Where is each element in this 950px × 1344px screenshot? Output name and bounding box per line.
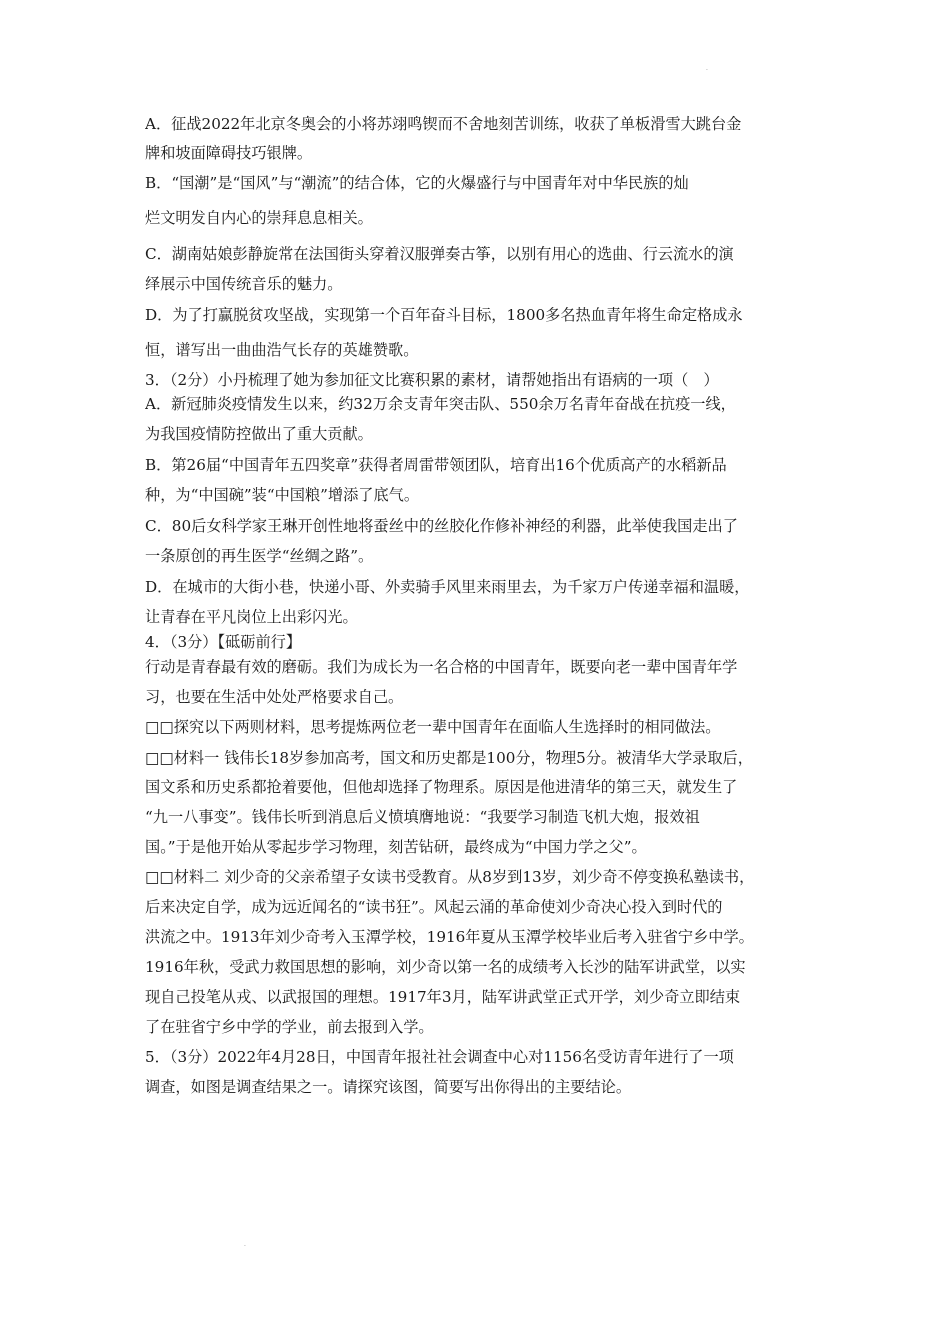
- question-4-stem: 4．（3分）【砥砺前行】: [145, 633, 302, 651]
- material-2-line-6: 了在驻省宁乡中学的学业，前去报到入学。: [145, 1018, 434, 1036]
- option-d-line-1: D．为了打赢脱贫攻坚战，实现第一个百年奋斗目标，1800多名热血青年将生命定格成永: [145, 306, 743, 324]
- q3-option-b-line-1: B．第26届“中国青年五四奖章”获得者周雷带领团队，培育出16个优质高产的水稻新品: [145, 456, 727, 474]
- q3-option-c-line-2: 一条原创的再生医学“丝绸之路”。: [145, 547, 374, 565]
- material-1-line-3: “九一八事变”。钱伟长听到消息后义愤填膺地说：“我要学习制造飞机大炮，报效祖: [145, 808, 700, 826]
- material-1-line-4: 国。”于是他开始从零起步学习物理，刻苦钻研，最终成为“中国力学之父”。: [145, 838, 647, 856]
- option-b-line-2: 烂文明发自内心的崇拜息息相关。: [145, 209, 373, 227]
- material-1-line-1: □□材料一 钱伟长18岁参加高考，国文和历史都是100分，物理5分。被清华大学录取后，: [145, 749, 753, 767]
- material-2-line-3: 洪流之中。1913年刘少奇考入玉潭学校，1916年夏从玉潭学校毕业后考入驻省宁乡中学。: [145, 928, 754, 946]
- option-c-line-2: 绎展示中国传统音乐的魅力。: [145, 275, 343, 293]
- material-1-line-2: 国文系和历史系都抢着要他，但他却选择了物理系。原因是他进清华的第三天，就发生了: [145, 778, 738, 796]
- q3-option-d-line-1: D．在城市的大街小巷，快递小哥、外卖骑手风里来雨里去，为千家万户传递幸福和温暖，: [145, 578, 750, 596]
- question-5-stem-line-1: 5．（3分）2022年4月28日，中国青年报社社会调查中心对1156名受访青年进行了一项: [145, 1048, 734, 1066]
- question-content: [145, 114, 815, 1097]
- material-2-line-2: 后来决定自学，成为远近闻名的“读书狂”。风起云涌的革命使刘少奇决心投入到时代的: [145, 898, 723, 916]
- material-2-line-1: □□材料二 刘少奇的父亲希望子女读书受教育。从8岁到13岁，刘少奇不停变换私塾读书，: [145, 868, 755, 886]
- q3-option-a-line-2: 为我国疫情防控做出了重大贡献。: [145, 425, 373, 443]
- q4-intro-line-2: 习，也要在生活中处处严格要求自己。: [145, 688, 404, 706]
- q3-option-a-line-1: A．新冠肺炎疫情发生以来，约32万余支青年突击队、550余万名青年奋战在抗疫一线，: [145, 395, 736, 413]
- material-2-line-4: 1916年秋，受武力救国思想的影响，刘少奇以第一名的成绩考入长沙的陆军讲武堂，以实: [145, 958, 746, 976]
- q4-task: □□探究以下两则材料，思考提炼两位老一辈中国青年在面临人生选择时的相同做法。: [145, 718, 721, 736]
- option-b-line-1: B．“国潮”是“国风”与“潮流”的结合体，它的火爆盛行与中国青年对中华民族的灿: [145, 174, 689, 192]
- question-3-stem: 3．（2分）小丹梳理了她为参加征文比赛积累的素材，请帮她指出有语病的一项（ ）: [145, 371, 719, 389]
- q4-intro-line-1: 行动是青春最有效的磨砺。我们为成长为一名合格的中国青年，既要向老一辈中国青年学: [145, 658, 738, 676]
- material-2-line-5: 现自己投笔从戎、以武报国的理想。1917年3月，陆军讲武堂正式开学，刘少奇立即结束: [145, 988, 741, 1006]
- option-a-line-1: A．征战2022年北京冬奥会的小将苏翊鸣锲而不舍地刻苦训练，收获了单板滑雪大跳台金: [145, 115, 742, 133]
- header-mark: ·: [706, 67, 708, 74]
- option-d-line-2: 恒，谱写出一曲曲浩气长存的英雄赞歌。: [145, 341, 419, 359]
- option-c-line-1: C．湖南姑娘彭静旋常在法国街头穿着汉服弹奏古筝，以别有用心的选曲、行云流水的演: [145, 245, 734, 263]
- q3-option-d-line-2: 让青春在平凡岗位上出彩闪光。: [145, 608, 358, 626]
- footer-mark: ·: [244, 1243, 246, 1250]
- question-5-stem-line-2: 调查，如图是调查结果之一。请探究该图，简要写出你得出的主要结论。: [145, 1078, 631, 1096]
- option-a-line-2: 牌和坡面障碍技巧银牌。: [145, 144, 313, 162]
- q3-option-b-line-2: 种，为“中国碗”装“中国粮”增添了底气。: [145, 486, 420, 504]
- q3-option-c-line-1: C．80后女科学家王琳开创性地将蚕丝中的丝胶化作修补神经的利器，此举使我国走出了: [145, 517, 738, 535]
